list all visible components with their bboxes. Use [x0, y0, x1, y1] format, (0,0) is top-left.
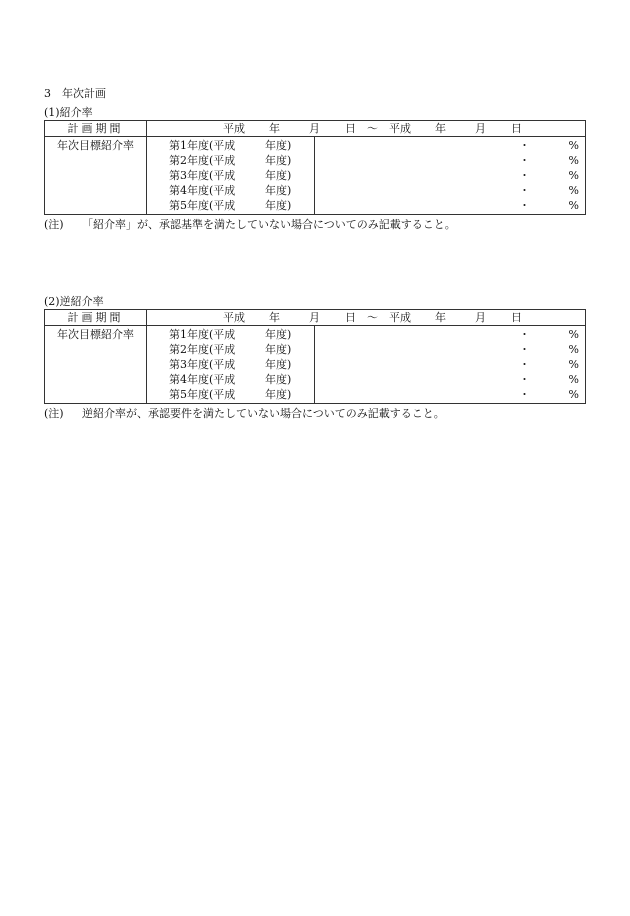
reverse-referral-rate-subtitle: (2)逆紹介率 — [44, 295, 104, 308]
percent-sign: % — [568, 343, 579, 356]
period-start-era: 平成 — [223, 311, 245, 324]
note-text: 「紹介率」が、承認基準を満たしていない場合についてのみ記載すること。 — [82, 218, 456, 231]
referral-rate-note — [44, 216, 456, 232]
target-rate-line — [315, 183, 579, 198]
percent-sign: % — [568, 373, 579, 386]
target-rate-line — [315, 372, 579, 387]
fiscal-year-line: 第3年度(平成 年度) — [169, 169, 292, 182]
period-end-day-unit: 日 — [511, 122, 522, 135]
period-start-era: 平成 — [223, 122, 245, 135]
fiscal-year-line: 第1年度(平成 年度) — [169, 328, 292, 341]
target-rate-line — [315, 387, 579, 402]
plan-period-header-row — [45, 121, 586, 137]
percent-sign: % — [568, 169, 579, 182]
period-end-year-unit: 年 — [435, 311, 446, 324]
target-rate-line — [315, 342, 579, 357]
fiscal-year-line: 第4年度(平成 年度) — [169, 373, 292, 386]
period-end-month-unit: 月 — [475, 311, 486, 324]
period-end-era: 平成 — [389, 311, 411, 324]
annual-target-row — [45, 137, 586, 215]
decimal-point: ・ — [519, 139, 530, 152]
target-rate-line — [315, 327, 579, 342]
percent-sign: % — [568, 199, 579, 212]
annual-target-label: 年次目標紹介率 — [45, 326, 147, 404]
target-rate-line — [315, 153, 579, 168]
decimal-point: ・ — [519, 169, 530, 182]
annual-target-label: 年次目標紹介率 — [45, 137, 147, 215]
percent-sign: % — [568, 184, 579, 197]
target-rate-line — [315, 168, 579, 183]
percent-sign: % — [568, 139, 579, 152]
note-text: 逆紹介率が、承認要件を満たしていない場合についてのみ記載すること。 — [82, 407, 445, 420]
period-start-month-unit: 月 — [309, 122, 320, 135]
decimal-point: ・ — [519, 358, 530, 371]
period-start-day-unit: 日 — [345, 311, 356, 324]
annual-target-row — [45, 326, 586, 404]
period-start-year-unit: 年 — [269, 122, 280, 135]
period-end-year-unit: 年 — [435, 122, 446, 135]
referral-rate-subtitle: (1)紹介率 — [44, 106, 93, 119]
fiscal-year-list — [147, 326, 315, 404]
fiscal-year-line: 第2年度(平成 年度) — [169, 343, 292, 356]
decimal-point: ・ — [519, 199, 530, 212]
decimal-point: ・ — [519, 388, 530, 401]
period-end-era: 平成 — [389, 122, 411, 135]
reverse-referral-rate-note — [44, 405, 445, 421]
plan-period-range — [147, 121, 586, 137]
fiscal-year-line: 第1年度(平成 年度) — [169, 139, 292, 152]
reverse-referral-rate-table — [44, 309, 586, 404]
target-rate-line — [315, 138, 579, 153]
period-separator: 〜 — [367, 311, 378, 324]
percent-sign: % — [568, 328, 579, 341]
period-end-month-unit: 月 — [475, 122, 486, 135]
period-start-month-unit: 月 — [309, 311, 320, 324]
target-rate-list — [315, 137, 586, 215]
decimal-point: ・ — [519, 184, 530, 197]
fiscal-year-line: 第3年度(平成 年度) — [169, 358, 292, 371]
decimal-point: ・ — [519, 373, 530, 386]
percent-sign: % — [568, 388, 579, 401]
decimal-point: ・ — [519, 343, 530, 356]
target-rate-line — [315, 357, 579, 372]
fiscal-year-line: 第4年度(平成 年度) — [169, 184, 292, 197]
target-rate-list — [315, 326, 586, 404]
period-start-year-unit: 年 — [269, 311, 280, 324]
percent-sign: % — [568, 154, 579, 167]
plan-period-header-row — [45, 310, 586, 326]
period-start-day-unit: 日 — [345, 122, 356, 135]
decimal-point: ・ — [519, 154, 530, 167]
fiscal-year-list — [147, 137, 315, 215]
period-separator: 〜 — [367, 122, 378, 135]
referral-rate-table — [44, 120, 586, 215]
fiscal-year-line: 第2年度(平成 年度) — [169, 154, 292, 167]
note-tag: (注) — [44, 407, 64, 420]
decimal-point: ・ — [519, 328, 530, 341]
section-title: 3 年次計画 — [44, 87, 106, 100]
period-end-day-unit: 日 — [511, 311, 522, 324]
plan-period-label: 計画期間 — [45, 121, 147, 137]
plan-period-label: 計画期間 — [45, 310, 147, 326]
fiscal-year-line: 第5年度(平成 年度) — [169, 388, 292, 401]
percent-sign: % — [568, 358, 579, 371]
note-tag: (注) — [44, 218, 64, 231]
plan-period-range — [147, 310, 586, 326]
target-rate-line — [315, 198, 579, 213]
fiscal-year-line: 第5年度(平成 年度) — [169, 199, 292, 212]
